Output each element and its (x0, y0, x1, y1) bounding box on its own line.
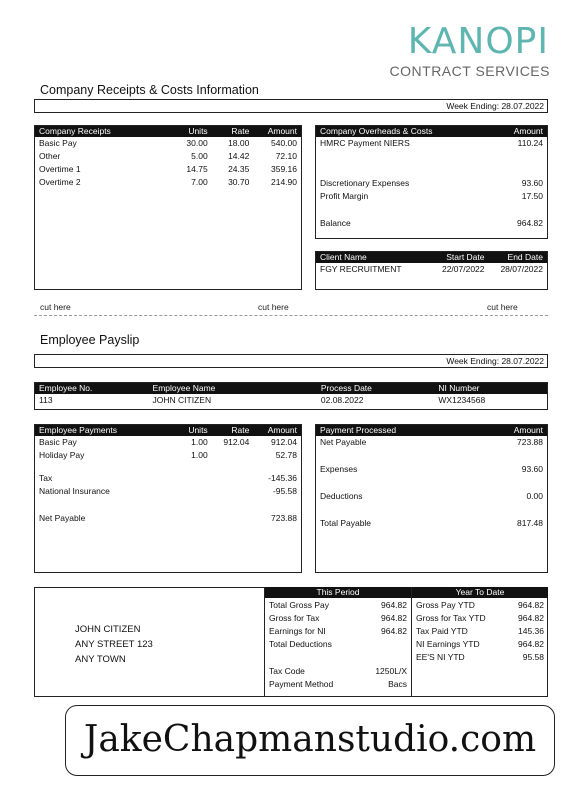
employee-address (75, 622, 153, 667)
company-section-title: Company Receipts & Costs Information (40, 83, 259, 97)
table-row: Gross for Tax YTD 964.82 (416, 613, 544, 623)
this-period-panel (264, 587, 412, 697)
cut-line (34, 315, 548, 316)
address-line: ANY STREET 123 (75, 639, 153, 650)
table-row: Discretionary Expenses 93.60 (320, 178, 543, 188)
table-row: Overtime 2 7.00 30.70 214.90 (39, 177, 297, 187)
table-row: Expenses 93.60 (320, 464, 543, 474)
table-row: Payment Method Bacs (269, 679, 407, 689)
company-logo-subtitle: CONTRACT SERVICES (389, 63, 550, 79)
company-logo: KANOPI (407, 21, 549, 62)
address-line: JOHN CITIZEN (75, 624, 141, 635)
table-row: Net Payable 723.88 (320, 437, 543, 447)
table-row: Holiday Pay 1.00 52.78 (39, 450, 297, 460)
company-receipts-header: Company Receipts Units Rate Amount (35, 126, 301, 137)
table-row: FGY RECRUITMENT 22/07/2022 28/07/2022 (320, 264, 543, 274)
table-row: Gross for Tax 964.82 (269, 613, 407, 623)
table-row: Tax Code 1250L/X (269, 666, 407, 676)
cut-here-left: cut here (40, 302, 71, 312)
employee-info-header: Employee No. Employee Name Process Date NI Number (35, 383, 547, 394)
table-row: NI Earnings YTD 964.82 (416, 639, 544, 649)
payslip-title: Employee Payslip (40, 333, 140, 347)
year-to-date-panel (412, 587, 548, 697)
table-row: HMRC Payment NIERS 110.24 (320, 138, 543, 148)
this-period-header: This Period (265, 587, 411, 598)
address-line: ANY TOWN (75, 654, 126, 665)
table-row: 113 JOHN CITIZEN 02.08.2022 WX1234568 (39, 395, 486, 405)
year-to-date-header: Year To Date (412, 587, 548, 598)
client-table (315, 251, 548, 290)
company-week-ending: Week Ending: 28.07.2022 (34, 99, 548, 113)
table-row: Overtime 1 14.75 24.35 359.16 (39, 164, 297, 174)
table-row: Deductions 0.00 (320, 491, 543, 501)
employee-info-table (34, 382, 548, 410)
company-receipts-table (34, 125, 302, 290)
payment-processed-header: Payment Processed Amount (316, 425, 547, 436)
table-row: Basic Pay 30.00 18.00 540.00 (39, 138, 297, 148)
payment-processed-table (315, 424, 548, 573)
employee-payments-header: Employee Payments Units Rate Amount (35, 425, 301, 436)
watermark-banner: JakeChapmanstudio.com (65, 705, 555, 776)
table-row: Net Payable 723.88 (39, 513, 297, 523)
table-row: Gross Pay YTD 964.82 (416, 600, 544, 610)
cut-here-center: cut here (258, 302, 289, 312)
table-row: Basic Pay 1.00 912.04 912.04 (39, 437, 297, 447)
table-row: Total Gross Pay 964.82 (269, 600, 407, 610)
table-row: Earnings for NI 964.82 (269, 626, 407, 636)
table-row: Tax -145.36 (39, 473, 297, 483)
table-row: Profit Margin 17.50 (320, 191, 543, 201)
table-row: Total Payable 817.48 (320, 518, 543, 528)
table-row: National Insurance -95.58 (39, 486, 297, 496)
table-row: Tax Paid YTD 145.36 (416, 626, 544, 636)
company-overheads-table (315, 125, 548, 239)
employee-payments-table (34, 424, 302, 573)
table-row: Other 5.00 14.42 72.10 (39, 151, 297, 161)
client-header: Client Name Start Date End Date (316, 252, 547, 263)
table-row: EE'S NI YTD 95.58 (416, 652, 544, 662)
payslip-week-ending: Week Ending: 28.07.2022 (34, 354, 548, 368)
table-row: Balance 964.82 (320, 218, 543, 228)
company-overheads-header: Company Overheads & Costs Amount (316, 126, 547, 137)
table-row: Total Deductions (269, 639, 332, 649)
cut-here-right: cut here (487, 302, 518, 312)
